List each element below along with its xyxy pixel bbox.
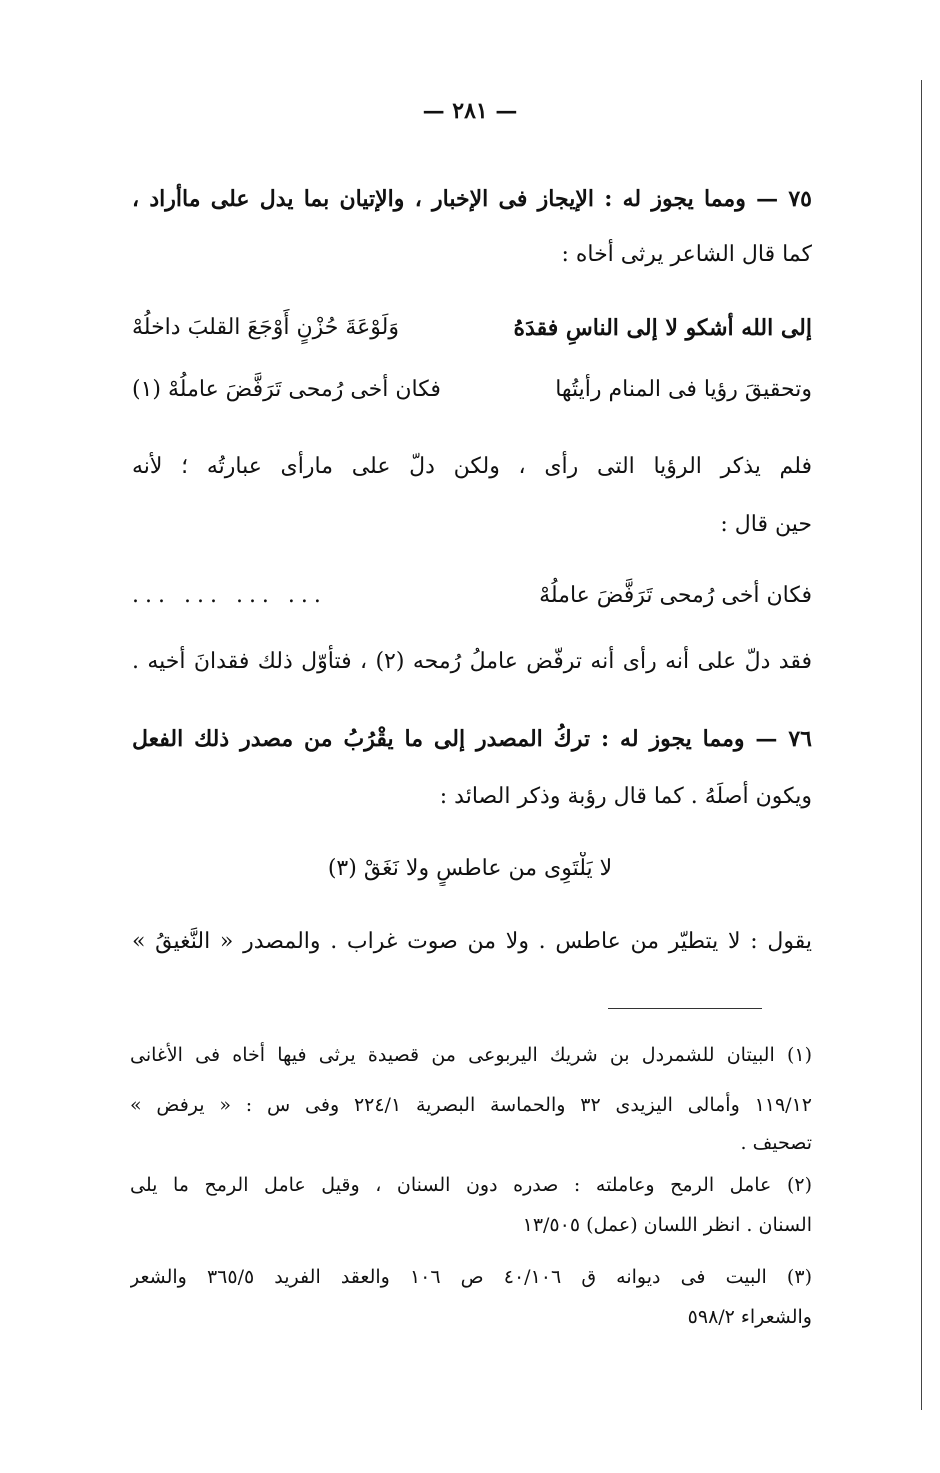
footnote-1-line-3: تصحيف . [740,1132,812,1154]
paragraph-explanation: يقول : لا يتطيّر من عاطس . ولا من صوت غراب . والمصدر « النَّغيقُ » [132,929,812,954]
verse-2 [132,370,812,410]
paragraph-76-line-1: ٧٦ — ومما يجوز له : تركُ المصدر إلى ما يقْرُبُ من مصدر ذلك الفعل [132,726,812,752]
verse-1 [132,308,812,348]
paragraph-commentary-line-1: فلم يذكر الرؤيا التى رأى ، ولكن دلّ على مارأى عبارتُه ؛ لأنه [132,454,812,479]
page-number: — ٢٨١ — [422,98,518,124]
footnote-2-line-1: (٢) عامل الرمح وعاملته : صدره دون السنان ، وقيل عامل الرمح ما يلى [130,1174,812,1196]
verse-1-first-hemistich: إلى الله أشكو لا إلى الناسِ فقدَهُ [513,315,812,341]
footnote-separator [608,1008,762,1009]
verse-3-ellipsis: ... ... ... ... [132,583,327,608]
page-edge-rule [921,80,922,1410]
paragraph-commentary-line-2: حين قال : [720,512,812,537]
footnote-2-line-2: السنان . انظر اللسان (عمل) ١٣/٥٠٥ [522,1214,812,1236]
verse-3 [132,576,812,616]
verse-3-second-hemistich: فكان أخى رُمحى تَرَفَّضَ عاملُهْ [539,583,812,608]
footnote-1-line-1: (١) البيتان للشمردل بن شريك اليربوعى من قصيدة يرثى فيها أخاه فى الأغانى [130,1044,812,1066]
verse-4: لا يَلْتَوِى من عاطسٍ ولا نَغَقْ (٣) [327,856,613,881]
paragraph-interpretation: فقد دلّ على أنه رأى أنه ترفّض عاملُ رُمحه (٢) ، فتأوّل ذلك فقدانَ أخيه . [132,649,812,674]
paragraph-76-line-2: ويكون أصلَهُ . كما قال رؤبة وذكر الصائد : [439,784,812,809]
footnote-1-line-2: ١١٩/١٢ وأمالى اليزيدى ٣٢ والحماسة البصرية ٢٢٤/١ وفى س : « يرفض » [130,1094,812,1116]
verse-1-second-hemistich: وَلَوْعَةَ حُزْنٍ أَوْجَعَ القلبَ داخلُهْ [132,315,399,340]
verse-2-second-hemistich: فكان أخى رُمحى تَرَفَّضَ عاملُهْ (١) [132,377,441,402]
verse-2-first-hemistich: وتحقيقَ رؤيا فى المنام رأيتُها [555,377,812,402]
paragraph-75-line-1: ٧٥ — ومما يجوز له : الإيجاز فى الإخبار ، والإتيان بما يدل على ماأراد ، [132,186,812,212]
paragraph-75-line-2: كما قال الشاعر يرثى أخاه : [561,242,812,267]
footnote-3-line-2: والشعراء ٥٩٨/٢ [687,1306,812,1328]
footnote-3-line-1: (٣) البيت فى ديوانه ق ٤٠/١٠٦ ص ١٠٦ والعقد الفريد ٣٦٥/٥ والشعر [130,1266,812,1288]
